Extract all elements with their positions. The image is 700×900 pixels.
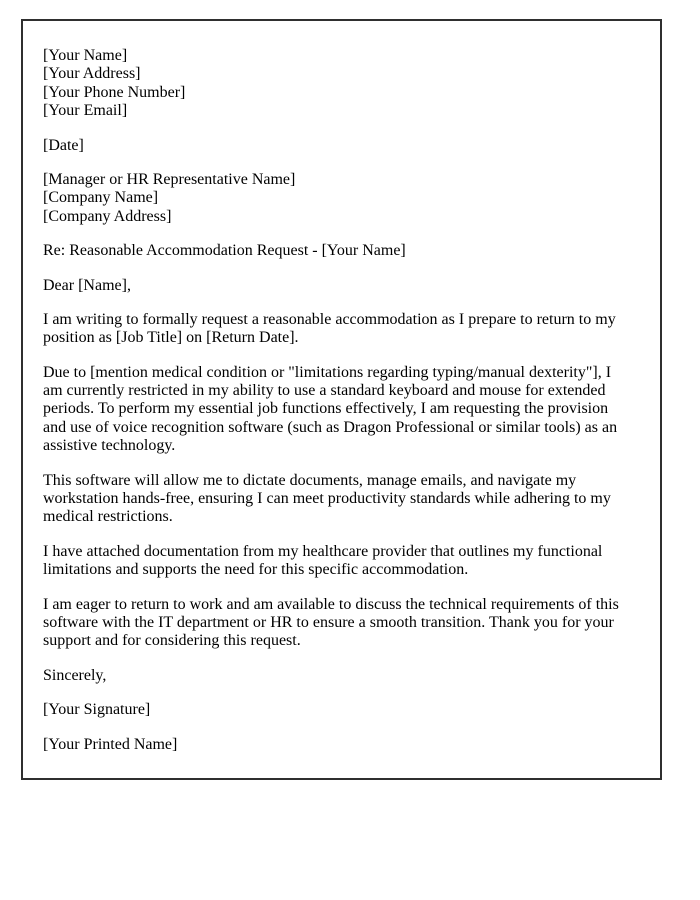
sender-block xyxy=(43,47,632,121)
body-paragraph-1: I am writing to formally request a reasonable accommodation as I prepare to return to my position as [Job Title] on [Return Date]. xyxy=(43,310,616,347)
sender-phone: [Your Phone Number] xyxy=(43,83,186,101)
printed-name-line: [Your Printed Name] xyxy=(43,735,178,753)
recipient-company: [Company Name] xyxy=(43,189,159,207)
letter-document xyxy=(21,19,662,780)
body-paragraph-4: I have attached documentation from my healthcare provider that outlines my functional limitations and supports the need for this specific accommodation. xyxy=(43,542,603,579)
recipient-name: [Manager or HR Representative Name] xyxy=(43,170,296,188)
date-line: [Date] xyxy=(43,136,84,154)
sender-email: [Your Email] xyxy=(43,102,128,120)
recipient-company-address: [Company Address] xyxy=(43,207,172,225)
sender-name: [Your Name] xyxy=(43,47,128,64)
salutation: Dear [Name], xyxy=(43,276,131,294)
body-paragraph-5: I am eager to return to work and am available to discuss the technical requirements of this software with the IT department or HR to ensure a smooth transition. Thank you for your support and for considering this request. xyxy=(43,595,619,650)
signature-line: [Your Signature] xyxy=(43,701,151,719)
sender-address: [Your Address] xyxy=(43,65,141,83)
recipient-block xyxy=(43,171,632,226)
body-paragraph-3: This software will allow me to dictate documents, manage emails, and navigate my workstation hands-free, ensuring I can meet productivity standards while adhering to my medical restrictions. xyxy=(43,471,611,526)
subject-line: Re: Reasonable Accommodation Request - [Your Name] xyxy=(43,242,406,260)
body-paragraph-2: Due to [mention medical condition or "limitations regarding typing/manual dexterity"], I am currently restricted in my ability to use a standard keyboard and mouse for extended periods. To perform my essential job functions effectively, I am requesting the provision and use of voice recognition software (such as Dragon Professional or similar tools) as an assistive technology. xyxy=(43,363,618,455)
closing: Sincerely, xyxy=(43,666,107,684)
